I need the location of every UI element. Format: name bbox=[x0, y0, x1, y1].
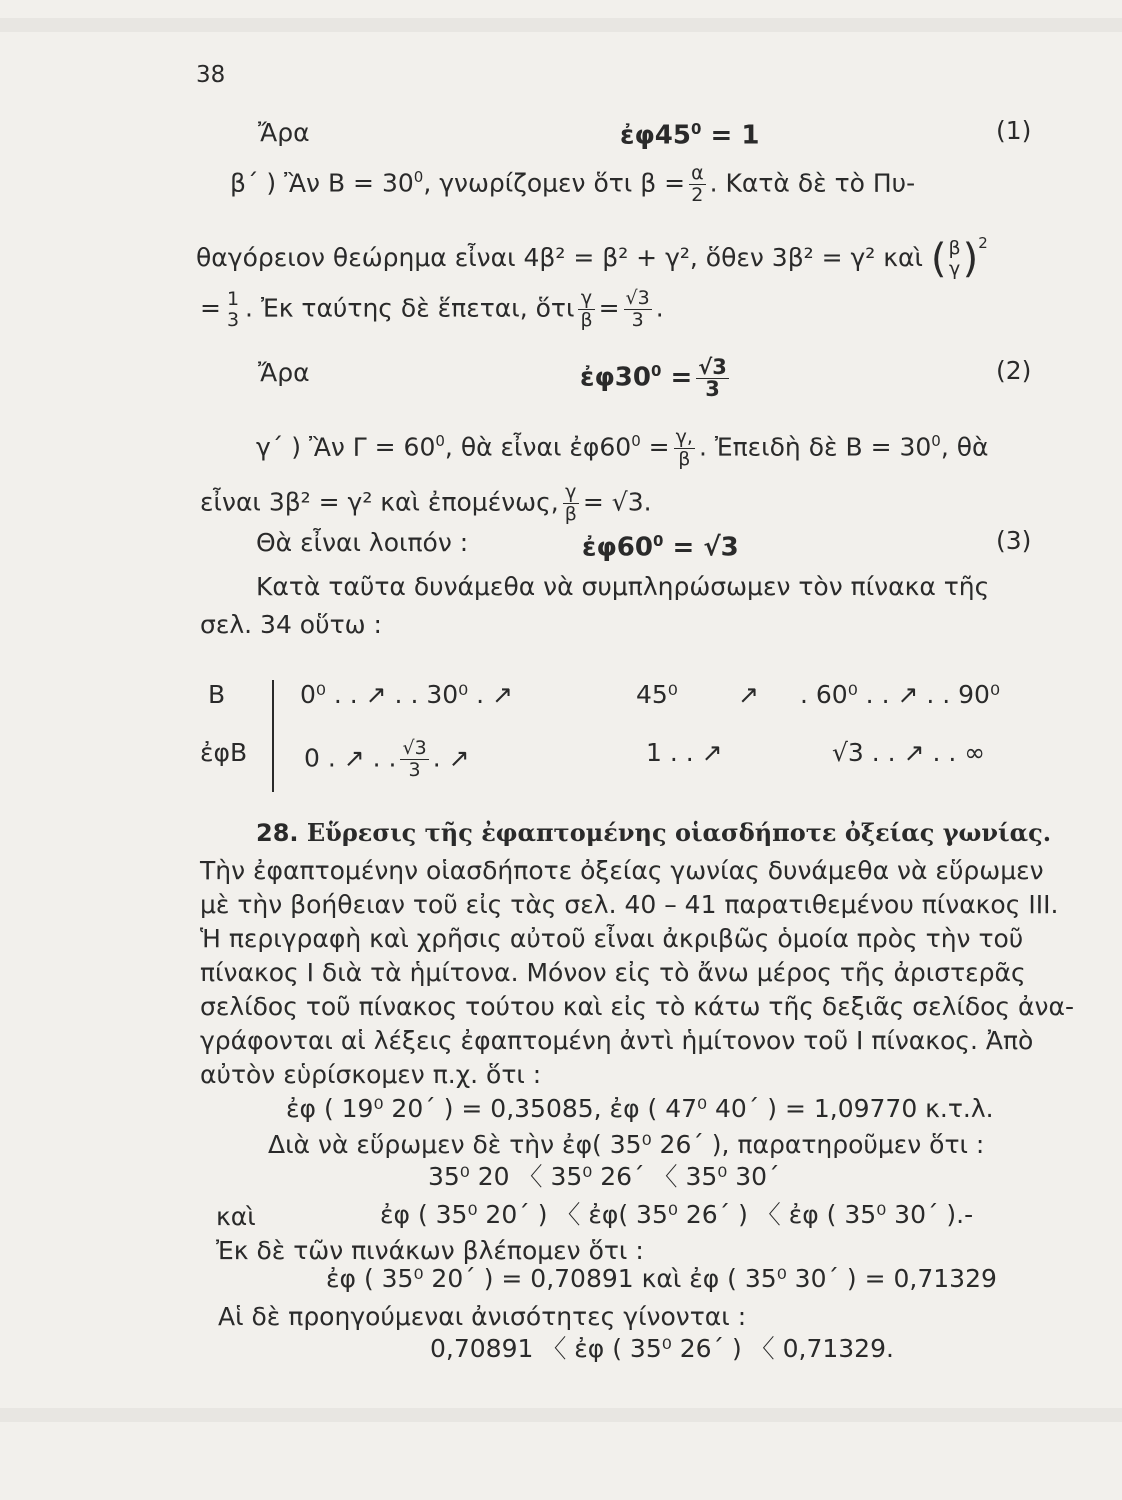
find-line: Διὰ νὰ εὕρωμεν δὲ τὴν ἐφ( 35⁰ 26΄ ), παρατηροῦμεν ὅτι : bbox=[268, 1130, 985, 1159]
case-b-line2: θαγόρειον θεώρημα εἶναι 4β² = β² + γ², ὅθεν 3β² = γ² καὶ ( β γ )$^2$ bbox=[196, 234, 988, 282]
section-28-line-4: πίνακος Ι διὰ τὰ ἡμίτονα. Μόνον εἰς τὸ ἄνω μέρος τῆς ἀριστερᾶς bbox=[200, 958, 1026, 987]
table-row2-a: 0 . ↗ . . $\frac{√3}{3}$ . ↗ bbox=[304, 737, 470, 781]
section-28-line-3: Ἡ περιγραφὴ καὶ χρῆσις αὐτοῦ εἶναι ἀκριβῶς ὁμοία πρὸς τὴν τοῦ bbox=[200, 924, 1024, 953]
table-row1-c: ↗ bbox=[738, 680, 759, 709]
page-number: 38 bbox=[196, 62, 226, 88]
ara-label-1: Ἄρα bbox=[258, 118, 310, 147]
result-formula-3: $ἐ\varphi 60^0 = √3$ bbox=[582, 532, 739, 563]
table-row2-c: 1 . . ↗ bbox=[646, 738, 723, 767]
paragraph-table-intro-2: σελ. 34 οὕτω : bbox=[200, 610, 382, 639]
equation-number-3: (3) bbox=[996, 526, 1032, 555]
section-28-line-5: σελίδος τοῦ πίνακος τούτου καὶ εἰς τὸ κάτω τῆς δεξιᾶς σελίδος ἀνα- bbox=[200, 992, 1074, 1021]
table-row1-d: . 60⁰ . . ↗ . . 90⁰ bbox=[800, 680, 1000, 709]
become-line: Αἱ δὲ προηγούμεναι ἀνισότητες γίνονται : bbox=[218, 1302, 747, 1331]
table-divider bbox=[272, 680, 274, 792]
fraction-beta-over-gamma: β γ bbox=[948, 237, 961, 280]
show-through-band bbox=[0, 18, 1122, 32]
section-28-line-7: αὐτὸν εὑρίσκομεν π.χ. ὅτι : bbox=[200, 1060, 542, 1089]
case-c-line2: εἶναι 3β² = γ² καὶ ἐπομένως, $\frac{\gamma}{\beta}$ = √3. bbox=[200, 481, 652, 525]
inequality-tangents: ἐφ ( 35⁰ 20΄ ) 〈 ἐφ( 35⁰ 26΄ ) 〈 ἐφ ( 35⁰ 30΄ ).- bbox=[380, 1200, 974, 1229]
case-c-line1: γ΄ ) Ἂν $\Gamma = 60^0$, θὰ εἶναι $ἐ\varphi 60^0$ = $\frac{\gamma,}{\beta}$ . Ἐπειδὴ δὲ $B = 30^0$, θὰ bbox=[256, 425, 989, 470]
section-28-line-6: γράφονται αἱ λέξεις ἐφαπτομένη ἀντὶ ἡμίτονον τοῦ Ι πίνακος. Ἀπὸ bbox=[200, 1026, 1034, 1055]
result-formula-1: $ἐ\varphi 45^0 = 1$ bbox=[620, 120, 760, 151]
table-row2-label: ἐφΒ bbox=[200, 738, 248, 767]
result-formula-2: $ἐ\varphi 30^0$ = $\frac{√3}{3}$ bbox=[580, 354, 727, 401]
section-28-line-1: Τὴν ἐφαπτομένην οἱασδήποτε ὀξείας γωνίας δυνάμεθα νὰ εὕρωμεν bbox=[200, 856, 1044, 885]
inequality-angles: 35⁰ 20 〈 35⁰ 26΄ 〈 35⁰ 30΄ bbox=[428, 1162, 780, 1191]
show-through-band-bottom bbox=[0, 1408, 1122, 1422]
section-28-line-2: μὲ τὴν βοήθειαν τοῦ εἰς τὰς σελ. 40 – 41 παρατιθεμένου πίνακος ΙΙΙ. bbox=[200, 890, 1059, 919]
values-line: ἐφ ( 35⁰ 20΄ ) = 0,70891 καὶ ἐφ ( 35⁰ 30΄ ) = 0,71329 bbox=[326, 1264, 997, 1293]
table-row1-b: 45⁰ bbox=[636, 680, 678, 709]
example-tangents: ἐφ ( 19⁰ 20΄ ) = 0,35085, ἐφ ( 47⁰ 40΄ ) = 1,09770 κ.τ.λ. bbox=[286, 1094, 994, 1123]
ara-label-2: Ἄρα bbox=[258, 358, 310, 387]
result-label-3: Θὰ εἶναι λοιπόν : bbox=[256, 528, 469, 557]
case-b-line3: = 1 3 . Ἐκ ταύτης δὲ ἕπεται, ὅτι $\frac{\gamma}{\beta}$ = $\frac{√3}{3}$ . bbox=[200, 287, 664, 331]
case-b-line1: β΄ ) Ἂν $B = 30^0$, γνωρίζομεν ὅτι β = $\frac{\alpha}{2}$ . Κατὰ δὲ τὸ Πυ- bbox=[230, 161, 916, 206]
table-row1-label: Β bbox=[208, 680, 226, 709]
equation-number-2: (2) bbox=[996, 356, 1032, 385]
fraction-alpha-over-2: $\frac{\alpha}{2}$ bbox=[691, 161, 704, 206]
paragraph-table-intro-1: Κατὰ ταῦτα δυνάμεθα νὰ συμπληρώσωμεν τὸν πίνακα τῆς bbox=[256, 572, 990, 601]
fraction-gamma-over-beta: $\frac{\gamma}{\beta}$ bbox=[580, 287, 593, 331]
equation-number-1: (1) bbox=[996, 116, 1032, 145]
final-inequality: 0,70891 〈 ἐφ ( 35⁰ 26΄ ) 〈 0,71329. bbox=[430, 1334, 894, 1363]
section-28-heading: 28. Εὕρεσις τῆς ἐφαπτομένης οἱασδήποτε ὀξείας γωνίας. bbox=[256, 818, 1052, 847]
table-row1-a: 0⁰ . . ↗ . . 30⁰ . ↗ bbox=[300, 680, 513, 709]
tables-line: Ἐκ δὲ τῶν πινάκων βλέπομεν ὅτι : bbox=[216, 1236, 644, 1265]
fraction-one-third: 1 3 bbox=[226, 287, 240, 331]
fraction-sqrt3-over-3: $\frac{√3}{3}$ bbox=[625, 287, 650, 331]
table-row2-d: √3 . . ↗ . . ∞ bbox=[832, 738, 986, 767]
kai-label: καὶ bbox=[216, 1202, 256, 1231]
